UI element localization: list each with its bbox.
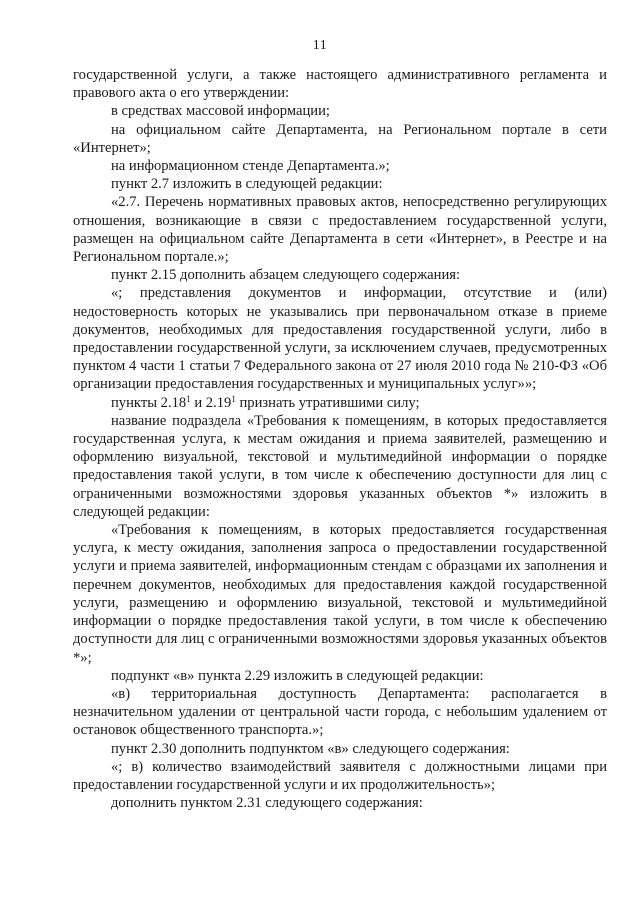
paragraph-9 [73,394,607,412]
paragraph-8: «; представления документов и информации, отсутствие и (или) недостоверность которых не указывались при первоначальном отказе в приеме документов, необходимых для предоставления государственной услуги, либо в предоставлении государственной услуги, за исключением случаев, предусмотренных пунктом 4 части 1 статьи 7 Федерального закона от 27 июля 2010 года № 210-ФЗ «Об организации предоставления государственных и муниципальных услуг»»; [73,285,607,393]
paragraph-7: пункт 2.15 дополнить абзацем следующего содержания: [111,267,461,284]
paragraph-9-middle: и 2.19 [190,394,232,411]
paragraph-2: в средствах массовой информации; [111,103,330,120]
paragraph-9-before: пункты 2.18 [111,394,187,411]
paragraph-3: на официальном сайте Департамента, на Региональном портале в сети «Интернет»; [73,121,607,156]
paragraph-13: «в) территориальная доступность Департамента: располагается в незначительном удалении от центральной части города, с небольшим удалением от остановок общественного транспорта.»; [73,685,607,739]
paragraph-5: пункт 2.7 изложить в следующей редакции: [111,176,383,193]
paragraph-14: пункт 2.30 дополнить подпунктом «в» следующего содержания: [111,740,510,757]
superscript-2: 1 [231,393,236,404]
paragraph-9-after: признать утратившими силу; [235,394,420,411]
paragraph-4: на информационном стенде Департамента.»; [111,158,390,175]
paragraph-11: «Требования к помещениям, в которых предоставляется государственная услуга, к месту ожидания, заполнения запроса о предоставлении государственной услуги и приема заявителей, информационным стендам с образцами их заполнения и перечнем документов, необходимых для предоставления каждой государственной услуги, размещению и оформлению визуальной, текстовой и мультимедийной информации о порядке предоставления такой услуги, в том числе к обеспечению доступности для лиц с ограниченными возможностями здоровья указанных объектов *»; [73,522,607,666]
page-number: 11 [312,38,328,53]
paragraph-1: государственной услуги, а также настоящего административного регламента и правового акта о его утверждении: [73,67,607,102]
paragraph-16: дополнить пунктом 2.31 следующего содержания: [111,795,423,812]
superscript-1: 1 [186,393,191,404]
paragraph-6: «2.7. Перечень нормативных правовых актов, непосредственно регулирующих отношения, возникающие в связи с предоставлением государственной услуги, размещен на официальном сайте Департамента в сети «Интернет», в Реестре и на Региональном портале.»; [73,194,607,266]
paragraph-15: «; в) количество взаимодействий заявителя с должностными лицами при предоставлении государственной услуги и их продолжительность»; [73,758,607,793]
document-body [73,66,607,812]
paragraph-12: подпункт «в» пункта 2.29 изложить в следующей редакции: [111,667,484,684]
paragraph-10: название подраздела «Требования к помещениям, в которых предоставляется государственная услуга, к местам ожидания и приема заявителей, размещению и оформлению визуальной, текстовой и мультимедийной информации о порядке предоставления такой услуги, в том числе к обеспечению доступности для лиц с ограниченными возможностями здоровья указанных объектов *» изложить в следующей редакции: [73,412,607,520]
